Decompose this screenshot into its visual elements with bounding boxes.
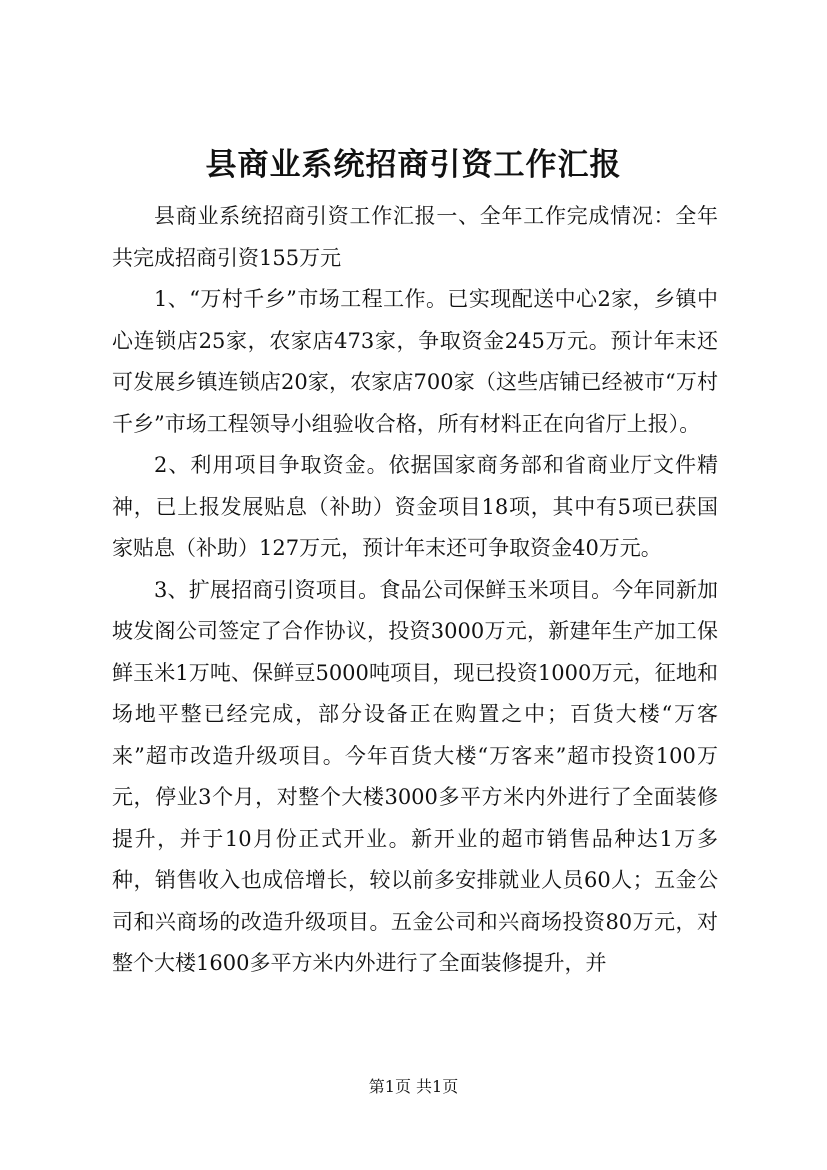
document-title: 县商业系统招商引资工作汇报	[205, 147, 622, 183]
paragraph-item-3: 3、扩展招商引资项目。食品公司保鲜玉米项目。今年同新加坡发阁公司签定了合作协议，投资3000万元，新建年生产加工保鲜玉米1万吨、保鲜豆5000吨项目，现已投资1000万元，征地和场地平整已经完成，部分设备正在购置之中；百货大楼“万客来”超市改造升级项目。今年百货大楼“万客来”超市投资100万元，停业3个月，对整个大楼3000多平方米内外进行了全面装修提升，并于10月份正式开业。新开业的超市销售品种达1万多种，销售收入也成倍增长，较以前多安排就业人员60人；五金公司和兴商场的改造升级项目。五金公司和兴商场投资80万元，对整个大楼1600多平方米内外进行了全面装修提升，并	[112, 577, 718, 975]
document-body	[112, 196, 718, 985]
paragraph-item-2: 2、利用项目争取资金。依据国家商务部和省商业厅文件精神，已上报发展贴息（补助）资金项目18项，其中有5项已获国家贴息（补助）127万元，预计年末还可争取资金40万元。	[112, 453, 718, 560]
paragraph-item-1: 1、“万村千乡”市场工程工作。已实现配送中心2家，乡镇中心连锁店25家，农家店473家，争取资金245万元。预计年末还可发展乡镇连锁店20家，农家店700家（这些店铺已经被市“万村千乡”市场工程领导小组验收合格，所有材料正在向省厅上报）。	[112, 287, 718, 436]
paragraph-intro: 县商业系统招商引资工作汇报一、全年工作完成情况：全年共完成招商引资155万元	[112, 204, 718, 270]
page-footer: 第1页 共1页	[368, 1077, 459, 1096]
